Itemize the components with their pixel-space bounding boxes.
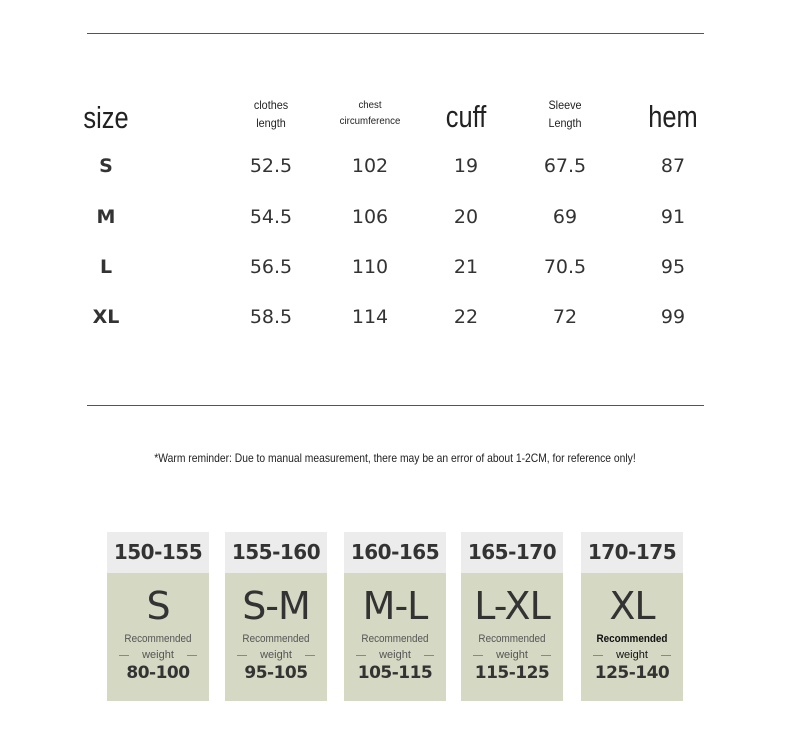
- card-sub-row: [344, 647, 446, 663]
- row-size: L: [99, 256, 113, 278]
- header-chest-circumference: chest circumference: [339, 99, 401, 127]
- card-weight: 115-125: [474, 663, 550, 683]
- row-cuff: 19: [453, 155, 479, 177]
- card-weight: 95-105: [244, 663, 308, 683]
- row-sleeve: 72: [552, 306, 578, 328]
- row-hem: 95: [660, 256, 686, 278]
- top-divider: [87, 33, 704, 34]
- row-chest: 106: [351, 206, 389, 228]
- row-chest: 102: [351, 155, 389, 177]
- row-hem: 99: [660, 306, 686, 328]
- card-size: XL: [609, 584, 655, 628]
- card-height-range: 160-165: [344, 532, 446, 573]
- size-card: [344, 532, 446, 701]
- row-sleeve: 67.5: [543, 155, 587, 177]
- row-cuff: 20: [453, 206, 479, 228]
- card-sub: weight: [379, 649, 411, 661]
- row-clothes-length: 54.5: [249, 206, 293, 228]
- card-size: S-M: [242, 584, 310, 628]
- size-card: [107, 532, 209, 701]
- card-height-range: 155-160: [225, 532, 327, 573]
- card-weight: 125-140: [594, 663, 670, 683]
- row-clothes-length: 58.5: [249, 306, 293, 328]
- header-cuff: cuff: [445, 99, 487, 134]
- row-hem: 87: [660, 155, 686, 177]
- row-size: XL: [92, 306, 120, 328]
- row-sleeve: 70.5: [543, 256, 587, 278]
- size-card: [461, 532, 563, 701]
- card-label: Recommended: [361, 633, 429, 645]
- warm-reminder: *Warm reminder: Due to manual measurement, there may be an error of about 1-2CM, for reference only!: [154, 451, 636, 465]
- card-size: L-XL: [474, 584, 550, 628]
- card-label: Recommended: [242, 633, 310, 645]
- card-height-range: 170-175: [581, 532, 683, 573]
- card-sub: weight: [496, 649, 528, 661]
- card-label: Recommended: [596, 633, 668, 645]
- row-cuff: 21: [453, 256, 479, 278]
- header-hem: hem: [648, 99, 698, 134]
- card-size: S: [146, 584, 170, 628]
- card-sub-row: [107, 647, 209, 663]
- card-height-range: 150-155: [107, 532, 209, 573]
- size-card: [581, 532, 683, 701]
- row-sleeve: 69: [552, 206, 578, 228]
- card-size: M-L: [362, 584, 428, 628]
- row-chest: 114: [351, 306, 389, 328]
- card-sub: weight: [142, 649, 174, 661]
- row-chest: 110: [351, 256, 389, 278]
- card-sub-row: [581, 647, 683, 663]
- row-clothes-length: 52.5: [249, 155, 293, 177]
- card-sub: weight: [616, 649, 648, 661]
- header-clothes-length: clothes length: [253, 98, 289, 130]
- header-sleeve-length: Sleeve Length: [548, 98, 582, 130]
- card-sub-row: [461, 647, 563, 663]
- card-label: Recommended: [478, 633, 546, 645]
- card-sub-row: [225, 647, 327, 663]
- row-cuff: 22: [453, 306, 479, 328]
- row-size: S: [99, 155, 113, 177]
- card-weight: 105-115: [357, 663, 433, 683]
- card-sub: weight: [260, 649, 292, 661]
- size-card: [225, 532, 327, 701]
- row-size: M: [96, 206, 116, 228]
- bottom-divider: [87, 405, 704, 406]
- header-size: size: [83, 100, 129, 135]
- card-label: Recommended: [124, 633, 192, 645]
- row-hem: 91: [660, 206, 686, 228]
- row-clothes-length: 56.5: [249, 256, 293, 278]
- card-height-range: 165-170: [461, 532, 563, 573]
- card-weight: 80-100: [126, 663, 190, 683]
